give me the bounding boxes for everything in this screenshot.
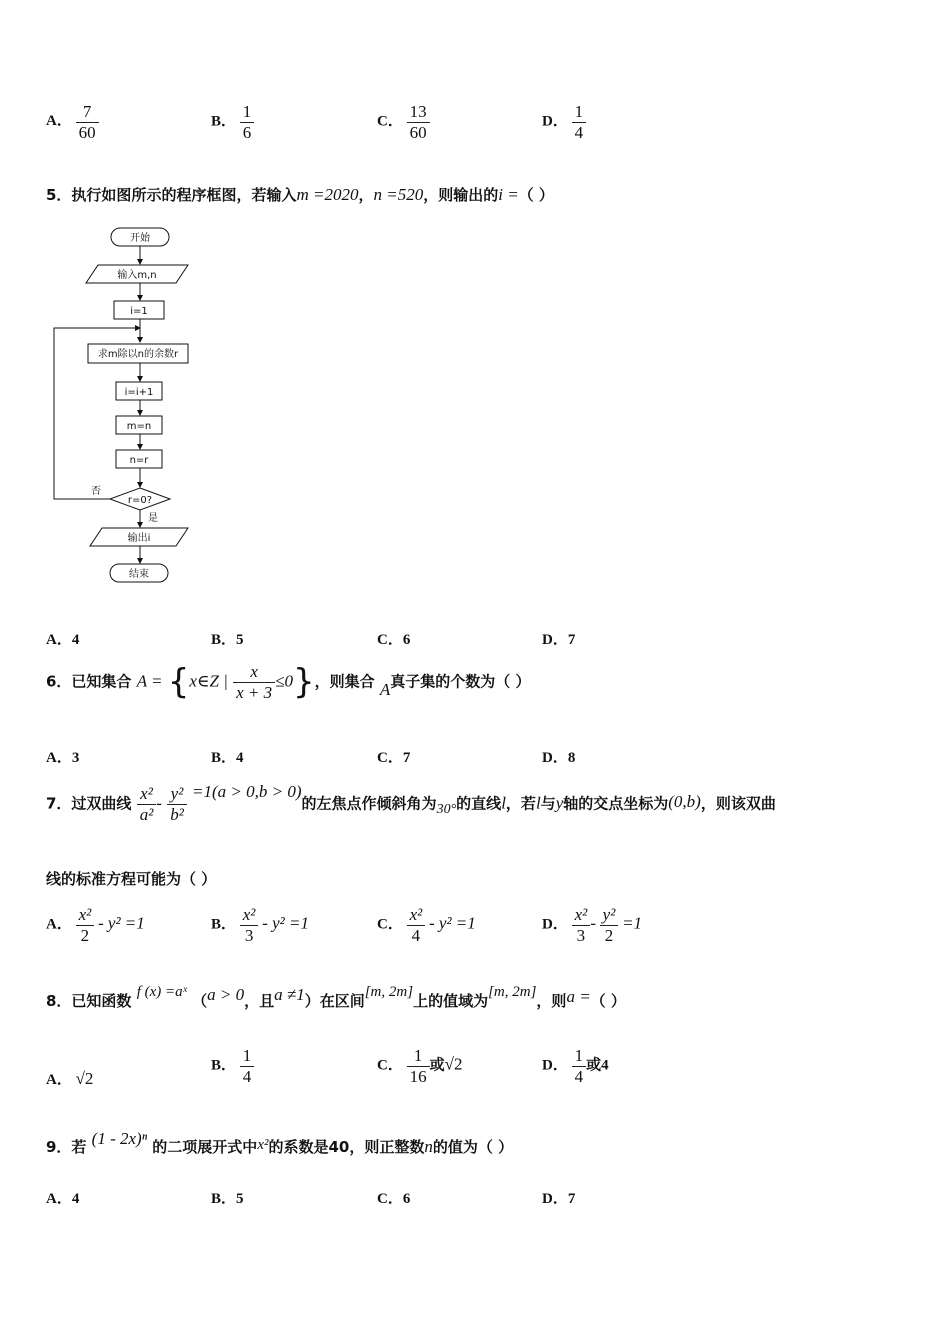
- q7-option-d-fraction-2: $\frac{\text{y²}}{2}$: [600, 905, 619, 945]
- q7-option-b[interactable]: [211, 905, 309, 945]
- q8-a-equals: a =: [566, 987, 591, 1006]
- q9-option-d-label: D．: [542, 1191, 568, 1207]
- q9-option-a-value: 4: [71, 1191, 80, 1207]
- q8-option-d-label: D．: [542, 1057, 568, 1074]
- q9-option-b[interactable]: [211, 1187, 244, 1208]
- q5-end: （ ）: [518, 186, 554, 204]
- q9-text-1: 的二项展开式中: [152, 1138, 258, 1156]
- q9-option-d[interactable]: [542, 1187, 575, 1208]
- q5-n-expr: n =520: [373, 185, 424, 204]
- q7-option-c-label: C．: [377, 916, 403, 933]
- q5-mid: ，则输出的: [423, 186, 499, 204]
- q7-option-c[interactable]: [377, 905, 476, 945]
- q6-mid: ，则集合: [314, 672, 375, 691]
- q7-stem-line2: [46, 868, 216, 889]
- q6-option-c-value: 7: [402, 750, 411, 766]
- q9-prefix: 9．若: [46, 1138, 87, 1156]
- q4-option-c-fraction: $\frac{13}{60}$: [407, 102, 430, 142]
- q8-option-b-fraction: $\frac{1}{4}$: [240, 1046, 255, 1086]
- q9-option-a-label: A．: [46, 1191, 72, 1207]
- q5-prefix: 5．执行如图所示的程序框图，若输入: [46, 186, 297, 204]
- q9-stem: [46, 1129, 514, 1157]
- q6-option-d-value: 8: [567, 750, 576, 766]
- q6-option-b-label: B．: [211, 750, 237, 766]
- q8-cond-a-not-one: a ≠1: [274, 985, 305, 1004]
- q6-option-a[interactable]: [46, 746, 79, 767]
- q7-text-3: ，若: [505, 794, 536, 813]
- q4-option-a-label: A．: [46, 113, 72, 130]
- q4-option-a-fraction: $\frac{7}{60}$: [76, 102, 99, 142]
- q7-option-d-rest: =1: [622, 913, 643, 933]
- q9-option-d-value: 7: [567, 1191, 576, 1207]
- q9-text-3: 的值为（ ）: [432, 1138, 514, 1156]
- flow-yes-label: 是: [148, 513, 158, 524]
- q8-cond-and: ，且: [244, 992, 275, 1010]
- q5-option-a-value: 4: [71, 632, 80, 648]
- q6-stem: [46, 662, 531, 702]
- q9-option-c-value: 6: [402, 1191, 411, 1207]
- q8-option-a[interactable]: [46, 1068, 93, 1089]
- q9-option-a[interactable]: [46, 1187, 79, 1208]
- q4-option-c-label: C．: [377, 113, 403, 130]
- q5-option-b-label: B．: [211, 632, 237, 648]
- q5-option-c-value: 6: [402, 632, 411, 648]
- q7-option-b-label: B．: [211, 916, 237, 933]
- q5-option-d[interactable]: [542, 628, 575, 649]
- q6-set-rel: ≤0: [275, 671, 293, 691]
- q6-prefix: 6．已知集合: [46, 672, 132, 691]
- q4-option-b[interactable]: [211, 102, 254, 142]
- q7-minus: -: [156, 793, 162, 813]
- q5-option-c-label: C．: [377, 632, 403, 648]
- q7-option-d[interactable]: [542, 905, 642, 945]
- q8-option-a-label: A．: [46, 1072, 72, 1088]
- q4-option-d-label: D．: [542, 113, 568, 130]
- q7-text-6: ，则该双曲: [700, 794, 776, 813]
- q5-option-d-label: D．: [542, 632, 568, 648]
- flow-end-text: 结束: [129, 569, 149, 580]
- q7-option-a[interactable]: [46, 905, 145, 945]
- q9-n: n: [424, 1137, 433, 1156]
- q8-cond-open: （: [192, 992, 208, 1010]
- q8-stem: [46, 984, 626, 1011]
- q7-stem: [46, 781, 776, 824]
- q5-m-expr: m =2020: [296, 185, 359, 204]
- q6-option-d[interactable]: [542, 746, 575, 767]
- q4-option-c[interactable]: [377, 102, 430, 142]
- q7-option-c-rest: - y² =1: [429, 913, 476, 933]
- q6-option-a-label: A．: [46, 750, 72, 766]
- q6-option-b[interactable]: [211, 746, 244, 767]
- q8-text-interval: ）在区间: [304, 992, 365, 1010]
- q6-fraction: $\frac{x}{x + 3}$: [233, 662, 275, 702]
- q4-option-b-fraction: $\frac{1}{6}$: [240, 102, 255, 142]
- flow-condition-text: r=0?: [127, 495, 153, 506]
- q6-left-brace: {: [167, 662, 190, 703]
- q8-text-range: 上的值域为: [413, 992, 489, 1010]
- q8-option-d-fraction: $\frac{1}{4}$: [572, 1046, 587, 1086]
- q7-option-a-fraction: $\frac{\text{x²}}{2}$: [76, 905, 95, 945]
- flow-init-text: i=1: [130, 306, 148, 317]
- q9-option-b-label: B．: [211, 1191, 237, 1207]
- flow-output-text: 输出i: [127, 533, 151, 544]
- q7-prefix: 7．过双曲线: [46, 794, 132, 813]
- q9-text-2: 的系数是40，则正整数: [268, 1138, 425, 1156]
- q7-option-c-fraction: $\frac{\text{x²}}{4}$: [407, 905, 426, 945]
- q6-option-b-value: 4: [236, 750, 244, 766]
- q7-text-2: 的直线: [456, 794, 502, 813]
- q6-right-brace: }: [293, 662, 315, 703]
- q6-option-d-label: D．: [542, 750, 568, 766]
- q6-option-c-label: C．: [377, 750, 403, 766]
- q8-option-c[interactable]: [377, 1046, 462, 1086]
- q7-equation-rhs: =1(a > 0,b > 0): [192, 781, 302, 801]
- q9-option-c-label: C．: [377, 1191, 403, 1207]
- q5-option-a-label: A．: [46, 632, 72, 648]
- q7-y-axis: y: [555, 793, 564, 813]
- q8-option-c-or: 或: [429, 1055, 445, 1074]
- q7-line2-text: 线的标准方程可能为（ ）: [46, 870, 217, 888]
- q5-i-expr: i =: [498, 185, 519, 204]
- q8-option-a-value: √2: [75, 1069, 94, 1088]
- q5-sep: ，: [358, 186, 374, 204]
- q8-option-b[interactable]: [211, 1046, 254, 1086]
- q7-fraction-x: $\frac{\text{x²}}{\text{a²}}$: [137, 784, 157, 824]
- q8-option-c-extra: √2: [444, 1054, 463, 1074]
- q7-point: (0,b): [668, 791, 701, 811]
- q8-function: f (x) =aˣ: [136, 984, 187, 1000]
- q7-option-d-fraction-1: $\frac{\text{x²}}{3}$: [572, 905, 591, 945]
- q5-option-a[interactable]: [46, 628, 79, 649]
- q4-option-b-label: B．: [211, 113, 237, 130]
- q6-option-a-value: 3: [71, 750, 80, 766]
- q8-prefix: 8．已知函数: [46, 992, 132, 1010]
- q8-option-c-label: C．: [377, 1057, 403, 1074]
- q7-option-a-rest: - y² =1: [98, 913, 145, 933]
- q7-text-5: 轴的交点坐标为: [563, 794, 669, 813]
- q5-flowchart: [50, 222, 200, 592]
- q9-option-b-value: 5: [236, 1191, 244, 1207]
- q8-interval: [m, 2m]: [364, 984, 414, 1000]
- flow-input-text: 输入m,n: [117, 270, 157, 281]
- q7-option-b-fraction: $\frac{\text{x²}}{3}$: [240, 905, 259, 945]
- q8-option-d-extra: 4: [601, 1057, 609, 1074]
- q5-option-b-value: 5: [236, 632, 244, 648]
- q8-option-c-fraction: $\frac{1}{16}$: [407, 1046, 430, 1086]
- q7-line-l: l: [501, 793, 506, 813]
- q4-option-d[interactable]: [542, 102, 586, 142]
- q8-end: （ ）: [590, 992, 626, 1010]
- q8-text-then: ，则: [536, 992, 567, 1010]
- q5-option-b[interactable]: [211, 628, 244, 649]
- q5-stem: [46, 184, 554, 205]
- q6-option-c[interactable]: [377, 746, 410, 767]
- q7-text-1: 的左焦点作倾斜角为: [301, 794, 437, 813]
- q8-option-d[interactable]: [542, 1046, 609, 1086]
- q6-set-inner: x∈Z |: [189, 671, 228, 691]
- q6-end: 真子集的个数为（ ）: [390, 672, 531, 691]
- q7-line-l-2: l: [535, 793, 541, 813]
- flow-start-text: 开始: [130, 233, 150, 244]
- q9-option-c[interactable]: [377, 1187, 410, 1208]
- q4-option-a[interactable]: [46, 102, 99, 142]
- q8-option-b-label: B．: [211, 1057, 237, 1074]
- q8-range: [m, 2m]: [488, 984, 537, 1000]
- flow-assign-n-text: n=r: [129, 455, 149, 466]
- q7-fraction-y: $\frac{\text{y²}}{\text{b²}}$: [167, 784, 187, 824]
- flow-no-label: 否: [91, 486, 101, 497]
- q7-option-b-rest: - y² =1: [262, 913, 309, 933]
- q9-x-squared: x²: [257, 1137, 269, 1153]
- q8-option-d-or: 或: [586, 1055, 602, 1074]
- q7-option-d-minus: -: [590, 913, 596, 933]
- q6-set-lhs: A =: [136, 671, 163, 691]
- q7-angle: 30°: [436, 801, 457, 817]
- q7-option-d-label: D．: [542, 916, 568, 933]
- q9-expression: (1 - 2x)ⁿ: [91, 1129, 148, 1148]
- flow-increment-text: i=i+1: [124, 387, 154, 398]
- q5-option-c[interactable]: [377, 628, 410, 649]
- flow-assign-m-text: m=n: [126, 421, 152, 432]
- q8-cond-a-positive: a > 0: [207, 985, 245, 1004]
- q6-var: A: [379, 679, 391, 699]
- q4-option-d-fraction: $\frac{1}{4}$: [572, 102, 587, 142]
- q7-option-a-label: A．: [46, 916, 72, 933]
- q7-text-4: 与: [540, 794, 556, 813]
- q5-option-d-value: 7: [567, 632, 576, 648]
- flow-remainder-text: 求m除以n的余数r: [97, 349, 179, 360]
